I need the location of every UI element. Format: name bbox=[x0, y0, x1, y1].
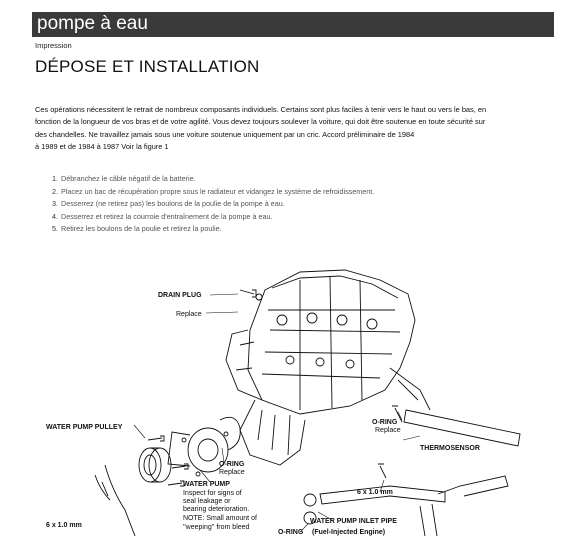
label-bolt-size: 6 x 1.0 mm bbox=[357, 489, 393, 496]
engine-diagram bbox=[0, 250, 569, 536]
label-drain-plug: DRAIN PLUG bbox=[158, 292, 202, 299]
step-text: Débranchez le câble négatif de la batterie. bbox=[61, 174, 196, 183]
step-number: 3. bbox=[52, 199, 58, 209]
step-text: Placez un bac de récupération propre sous le radiateur et vidangez le système de refroidissement. bbox=[61, 186, 375, 196]
step-item bbox=[52, 198, 374, 211]
intro-line: des chandelles. Ne travaillez jamais sous une voiture soutenue uniquement par un cric. Accord préliminaire de 1984 bbox=[35, 129, 415, 139]
label-fuel-injected-engine: (Fuel-Injected Engine) bbox=[312, 529, 386, 536]
step-number: 4. bbox=[52, 211, 58, 221]
intro-line: Ces opérations nécessitent le retrait de nombreux composants individuels. Certains sont plus faciles à tenir vers le haut ou vers le bas, en bbox=[35, 105, 487, 114]
step-item bbox=[52, 211, 374, 224]
intro-line: fonction de la longueur de vos bras et de votre agilité. Vous devez toujours soulever la voiture, qui doit être soutenue en toute sécurité sur bbox=[35, 117, 486, 127]
label-o-ring: O-RING bbox=[278, 529, 304, 536]
label-replace: Replace bbox=[375, 427, 401, 434]
step-item bbox=[52, 186, 374, 199]
label-inspect-line: seal leakage or bbox=[183, 498, 231, 505]
step-text: Desserrez et retirez la courroie d'entraînement de la pompe à eau. bbox=[61, 211, 273, 221]
step-item bbox=[52, 223, 374, 236]
drive-belt-drawing bbox=[95, 465, 135, 536]
label-note-line: NOTE: Small amount of bbox=[183, 515, 257, 522]
label-replace: Replace bbox=[176, 311, 202, 318]
label-replace: Replace bbox=[219, 469, 245, 476]
water-pump-pulley-drawing bbox=[139, 448, 171, 482]
label-thermosensor: THERMOSENSOR bbox=[420, 445, 480, 452]
step-text: Desserrez (ne retirez pas) les boulons de la poulie de la pompe à eau. bbox=[61, 199, 285, 209]
label-water-pump-inlet-pipe: WATER PUMP INLET PIPE bbox=[310, 518, 397, 525]
label-inspect-line: Inspect for signs of bbox=[183, 490, 242, 497]
o-ring-gasket-drawing bbox=[220, 417, 240, 450]
step-number: 5. bbox=[52, 224, 58, 234]
page-subtitle: Impression bbox=[35, 41, 72, 50]
label-water-pump: WATER PUMP bbox=[183, 481, 230, 488]
label-o-ring: O-RING bbox=[372, 419, 398, 426]
section-heading: DÉPOSE ET INSTALLATION bbox=[35, 57, 260, 76]
label-inspect-line: bearing deterioration. bbox=[183, 506, 250, 513]
label-note-line: ''weeping'' from bleed bbox=[183, 524, 250, 531]
label-water-pump-pulley: WATER PUMP PULLEY bbox=[46, 424, 123, 431]
label-bolt-size: 6 x 1.0 mm bbox=[46, 522, 82, 529]
title-bar bbox=[32, 12, 554, 37]
intro-line: à 1989 et de 1984 à 1987 Voir la figure 1 bbox=[35, 142, 169, 152]
steps-list bbox=[52, 173, 374, 236]
step-number: 2. bbox=[52, 186, 58, 196]
step-item bbox=[52, 173, 374, 186]
label-o-ring: O-RING bbox=[219, 461, 245, 468]
step-number: 1. bbox=[52, 174, 58, 183]
step-text: Retirez les boulons de la poulie et retirez la poulie. bbox=[61, 224, 222, 234]
bolt-drawings bbox=[102, 290, 402, 496]
page-title: pompe à eau bbox=[37, 13, 148, 34]
intro-paragraph bbox=[35, 104, 530, 154]
